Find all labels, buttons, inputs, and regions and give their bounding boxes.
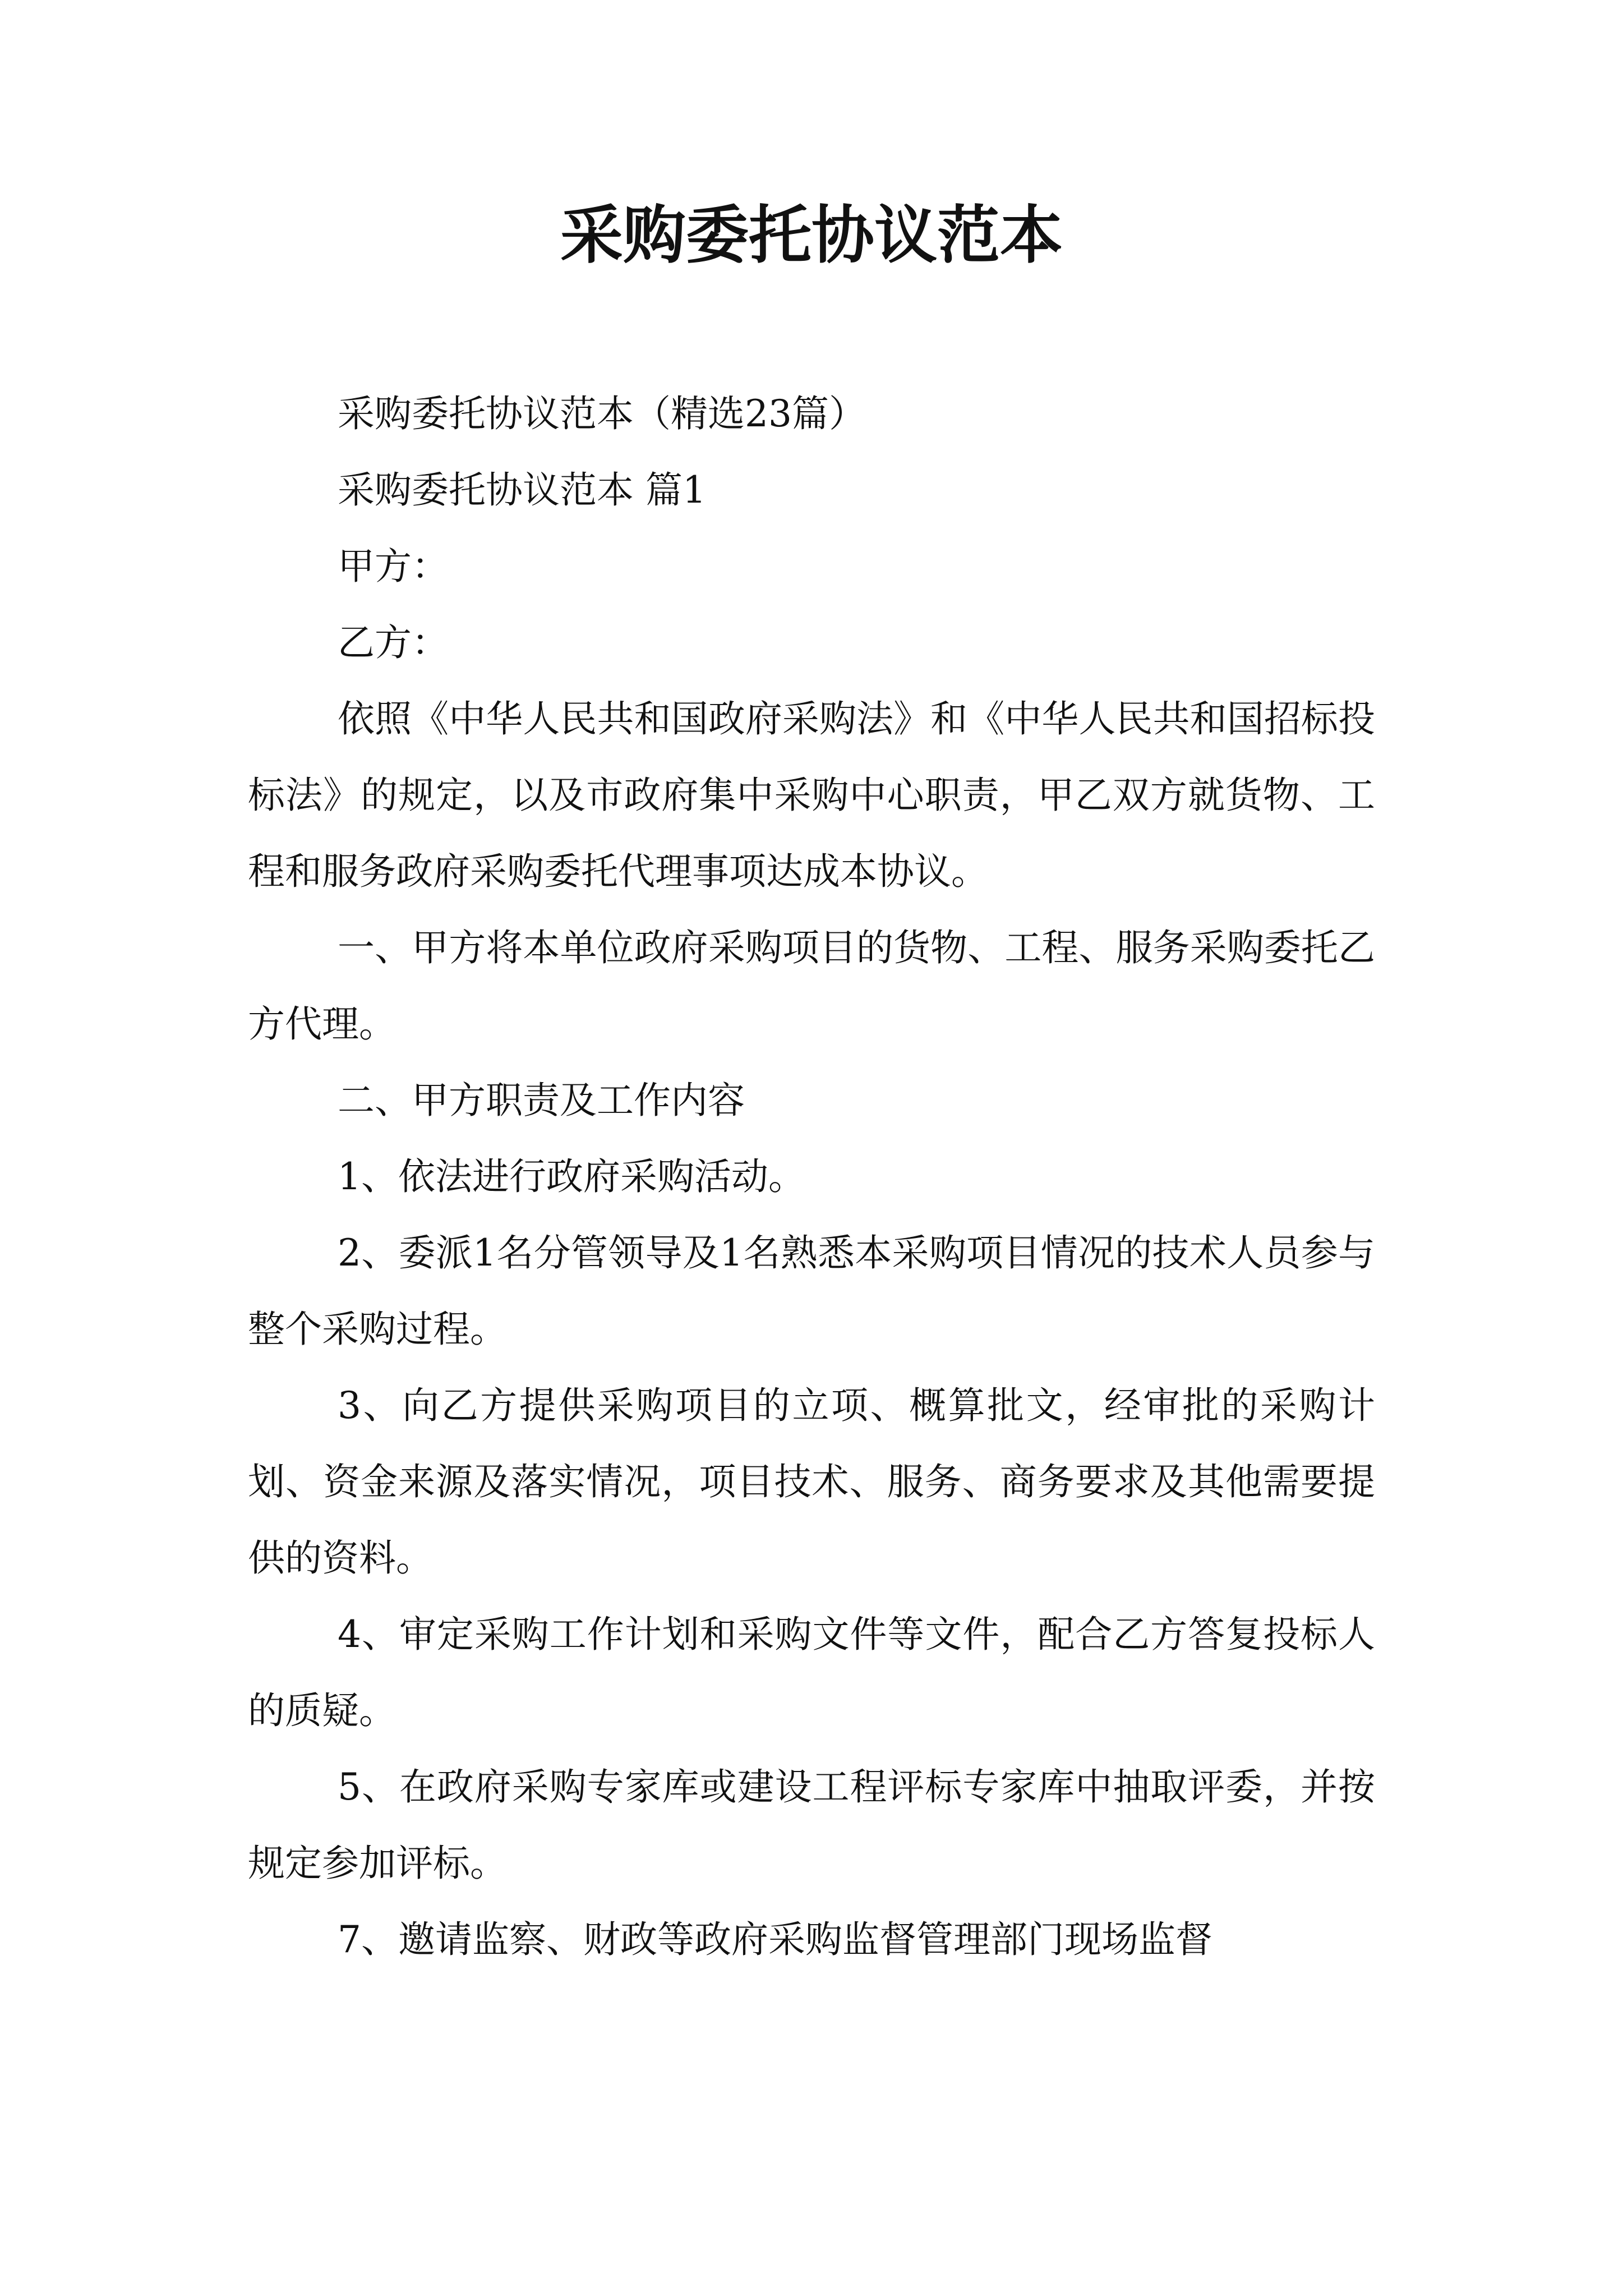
paragraph-item-7: 7、邀请监察、财政等政府采购监督管理部门现场监督 [338, 1918, 1212, 1961]
paragraph-item-1: 1、依法进行政府采购活动。 [338, 1155, 805, 1198]
paragraph-party-a: 甲方： [338, 545, 449, 588]
paragraph-item-5: 5、在政府采购专家库或建设工程评标专家库中抽取评委，并按规定参加评标。 [248, 1765, 1375, 1885]
document-title: 采购委托协议范本 [560, 199, 1063, 272]
paragraph-section-heading: 采购委托协议范本 篇1 [338, 468, 706, 512]
paragraph-item-4: 4、审定采购工作计划和采购文件等文件，配合乙方答复投标人的质疑。 [248, 1613, 1375, 1732]
document-body [248, 376, 1375, 1978]
paragraph-party-b: 乙方： [338, 621, 449, 664]
paragraph-item-3: 3、向乙方提供采购项目的立项、概算批文，经审批的采购计划、资金来源及落实情况，项目技术、服务、商务要求及其他需要提供的资料。 [248, 1384, 1375, 1580]
paragraph-clause-2-heading: 二、甲方职责及工作内容 [338, 1079, 745, 1122]
paragraph-subtitle: 采购委托协议范本（精选23篇） [338, 392, 866, 435]
paragraph-item-2: 2、委派1名分管领导及1名熟悉本采购项目情况的技术人员参与整个采购过程。 [248, 1231, 1375, 1351]
paragraph-clause-1: 一、甲方将本单位政府采购项目的货物、工程、服务采购委托乙方代理。 [248, 926, 1375, 1046]
paragraph-preamble: 依照《中华人民共和国政府采购法》和《中华人民共和国招标投标法》的规定，以及市政府集中采购中心职责，甲乙双方就货物、工程和服务政府采购委托代理事项达成本协议。 [248, 697, 1375, 893]
